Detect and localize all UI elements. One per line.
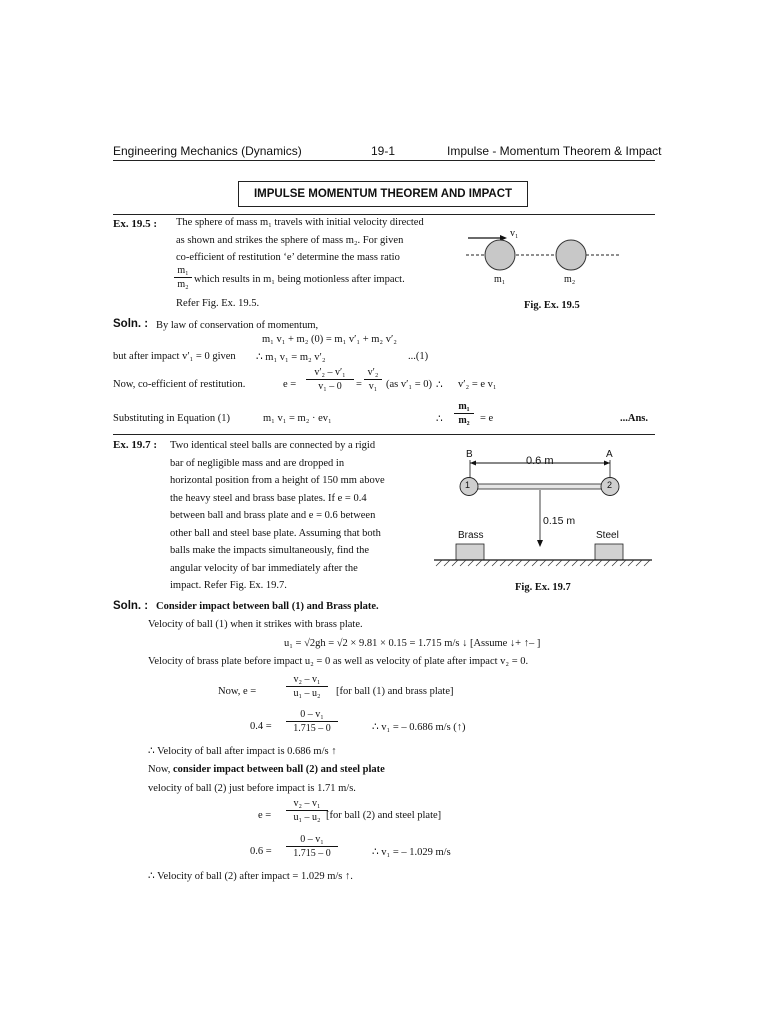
eq3-fraction (306, 366, 354, 393)
eq4-left: Substituting in Equation (1) (113, 413, 230, 424)
soln2-line7: ∴ Velocity of ball (2) after impact = 1.029 m/s ↑. (148, 871, 353, 882)
ex2-label: Ex. 19.7 : (113, 439, 157, 451)
eq2-left: but after impact v′₁ = 0 given (113, 351, 236, 362)
eq2-reference: ...(1) (408, 351, 429, 362)
fig-ball1-label: 1 (465, 480, 471, 490)
ex2-line: between ball and brass plate and e = 0.6 between (170, 510, 376, 521)
soln1-label: Soln. : (113, 318, 149, 330)
eq3-e: e = (283, 379, 297, 390)
ratio-denominator: m₂ (177, 279, 189, 290)
header-page-number: 19-1 (371, 144, 396, 158)
sphere-m2 (556, 240, 586, 270)
line5-prefix: Now, (148, 764, 173, 775)
fig-steel-label: Steel (596, 530, 619, 541)
dimension-arrow-left (470, 461, 476, 466)
eq3-right: v′₂ = e v₁ (458, 379, 497, 390)
soln1-intro: By law of conservation of momentum, (156, 320, 319, 331)
eq-initial-velocity: u₁ = √2gh = √2 × 9.81 × 0.15 = 1.715 m/s ↓ [Assume ↓+ ↑– ] (284, 638, 541, 649)
ex2-line: the heavy steel and brass base plates. If e = 0.4 (170, 492, 367, 504)
eq2-middle: ∴ m₁ v₁ = m₂ v′₂ (256, 352, 326, 363)
eq3-therefore: ∴ (436, 380, 443, 391)
dimension-arrow-right (604, 461, 610, 466)
header-rule (113, 160, 655, 161)
eq4-therefore: ∴ (436, 414, 443, 425)
e4-denominator: 1.715 – 0 (293, 848, 331, 859)
e1-note: [for ball (1) and brass plate] (336, 686, 454, 697)
soln2-line4: ∴ Velocity of ball after impact is 0.686 m/s ↑ (148, 746, 337, 757)
fig-label-A: A (606, 449, 613, 460)
ex1-mass-ratio (174, 264, 192, 291)
e4-lhs: 0.6 = (250, 846, 272, 857)
soln2-heading: Consider impact between ball (1) and Brass plate. (156, 601, 379, 612)
ex2-line: horizontal position from a height of 150 mm above (170, 475, 385, 486)
brass-plate (456, 544, 484, 560)
ex2-line: balls make the impacts simultaneously, find the (170, 545, 370, 556)
ex1-label: Ex. 19.5 : (113, 218, 157, 230)
e3-fraction (286, 797, 328, 824)
ratio-numerator: m₁ (174, 264, 192, 278)
sphere-m1 (485, 240, 515, 270)
e2-fraction (286, 708, 338, 735)
section-rule-2 (113, 434, 655, 435)
e2-denominator: 1.715 – 0 (293, 723, 331, 734)
figure-ex-19-5 (460, 222, 620, 294)
line5-bold: consider impact between ball (2) and steel plate (172, 764, 385, 775)
e3-denominator: u₁ – u₂ (293, 812, 321, 823)
eq3-denominator-2: v₁ (368, 381, 378, 392)
ex1-ratio-text: which results in m₁ being motionless after impact. (194, 274, 405, 285)
e3-note: [for ball (2) and steel plate] (326, 810, 442, 821)
page-title: IMPULSE MOMENTUM THEOREM AND IMPACT (238, 181, 528, 207)
fig-mass1-label: m₁ (494, 274, 506, 285)
ex2-statement (170, 437, 410, 595)
ex2-line: other ball and steel base plate. Assuming that both (170, 527, 381, 539)
eq3-numerator: v′₂ – v′₁ (306, 366, 354, 380)
figure-caption-19-7: Fig. Ex. 19.7 (515, 582, 571, 593)
eq3-fraction-2 (364, 366, 382, 393)
e2-lhs: 0.4 = (250, 721, 272, 732)
e4-result: ∴ v₁ = – 1.029 m/s (372, 847, 451, 858)
eq4-denominator: m₂ (458, 415, 470, 426)
eq3-equals: = (356, 379, 362, 390)
ex2-line: impact. Refer Fig. Ex. 19.7. (170, 580, 287, 591)
e2-numerator: 0 – v₁ (286, 708, 338, 722)
e2-result: ∴ v₁ = – 0.686 m/s (↑) (372, 722, 466, 733)
fig-ball2-label: 2 (607, 480, 613, 490)
fig-velocity-label: v₁ (510, 228, 519, 239)
eq4-right: = e (480, 413, 494, 424)
e1-denominator: u₁ – u₂ (293, 688, 321, 699)
eq3-left: Now, co-efficient of restitution. (113, 379, 246, 390)
e4-fraction (286, 833, 338, 860)
eq-momentum: m₁ v₁ + m₂ (0) = m₁ v′₁ + m₂ v′₂ (262, 334, 397, 345)
ex1-line: The sphere of mass m₁ travels with initial velocity directed (176, 217, 424, 228)
e3-lhs: e = (258, 810, 272, 821)
eq4-fraction (454, 400, 474, 427)
ex1-statement (176, 214, 452, 267)
eq3-note: (as v′₁ = 0) (386, 379, 432, 390)
soln2-line1: Velocity of ball (1) when it strikes with brass plate. (148, 619, 363, 630)
fig-label-B: B (466, 449, 473, 460)
ex2-line: angular velocity of bar immediately after the (170, 562, 358, 574)
header-chapter-title: Impulse - Momentum Theorem & Impact (447, 144, 662, 158)
answer-marker: ...Ans. (620, 413, 649, 424)
eq3-denominator: v₁ – 0 (318, 381, 342, 392)
soln2-line6: velocity of ball (2) just before impact is 1.71 m/s. (148, 783, 356, 794)
eq4-numerator: m₁ (454, 400, 474, 414)
eq4-middle: m₁ v₁ = m₂ · ev₁ (263, 413, 332, 424)
soln2-line3: Velocity of brass plate before impact u₂ = 0 as well as velocity of plate after impact v₂ = 0. (148, 656, 529, 667)
ground-hatching (436, 560, 650, 566)
e1-fraction (286, 673, 328, 700)
steel-plate (595, 544, 623, 560)
ex2-line: Two identical steel balls are connected by a rigid (170, 440, 376, 451)
ex2-line: bar of negligible mass and are dropped in (170, 457, 345, 469)
e3-numerator: v₂ – v₁ (286, 797, 328, 811)
rigid-bar (476, 484, 604, 489)
ex1-line: as shown and strikes the sphere of mass m₂. For given (176, 234, 404, 246)
header-book-title: Engineering Mechanics (Dynamics) (113, 144, 302, 158)
e1-numerator: v₂ – v₁ (286, 673, 328, 687)
soln2-line5 (148, 764, 385, 775)
e4-numerator: 0 – v₁ (286, 833, 338, 847)
height-arrow (537, 540, 543, 547)
eq3-numerator-2: v′₂ (364, 366, 382, 380)
figure-caption-19-5: Fig. Ex. 19.5 (524, 300, 580, 311)
e1-lhs: Now, e = (218, 686, 257, 697)
fig-height-label: 0.15 m (543, 515, 576, 527)
soln2-label: Soln. : (113, 600, 149, 612)
fig-length-label: 0.6 m (526, 455, 554, 467)
ex1-line: co-efficient of restitution ‘e’ determine the mass ratio (176, 252, 400, 263)
figure-ex-19-7 (430, 450, 655, 572)
fig-brass-label: Brass (458, 530, 484, 541)
ex1-refer: Refer Fig. Ex. 19.5. (176, 298, 260, 309)
fig-mass2-label: m₂ (564, 274, 576, 285)
